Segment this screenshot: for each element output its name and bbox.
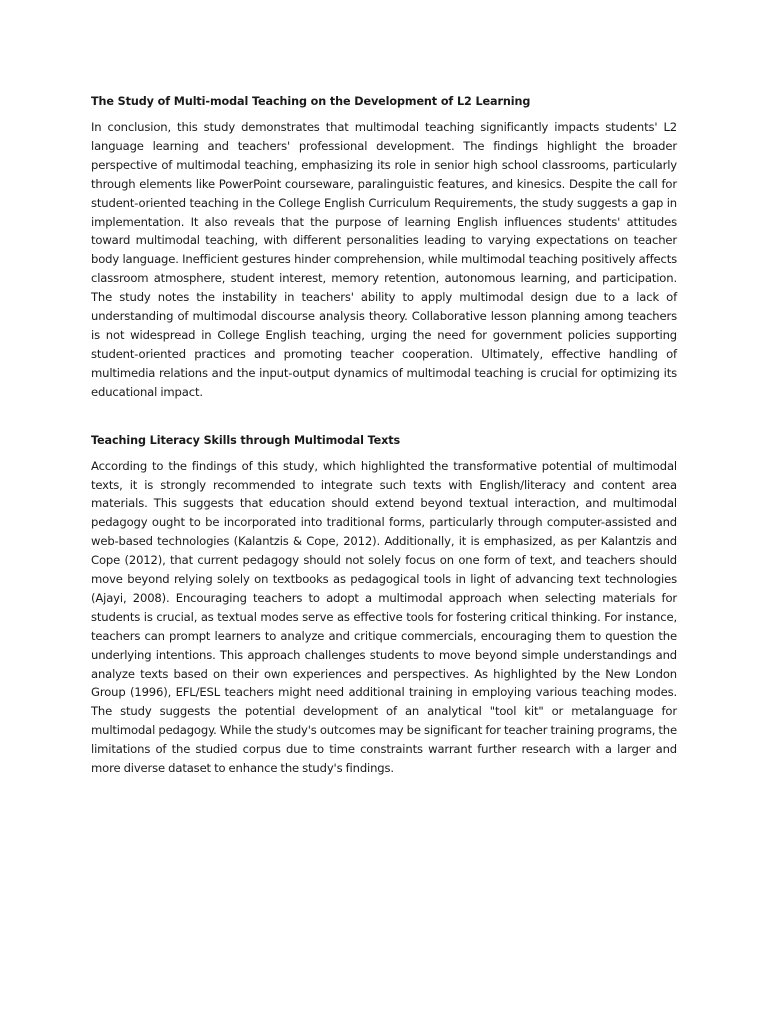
section-paragraph: In conclusion, this study demonstrates that multimodal teaching significantly impacts students' L2 language learning and teachers' professional development. The findings highlight the broader perspective of multimodal teaching, emphasizing its role in senior high school classrooms, particularly through elements like PowerPoint courseware, paralinguistic features, and kinesics. Despite the call for student-oriented teaching in the College English Curriculum Requirements, the study suggests a gap in implementation. It also reveals that the purpose of learning English influences students' attitudes toward multimodal teaching, with different personalities leading to varying expectations on teacher body language. Inefficient gestures hinder comprehension, while multimodal teaching positively affects classroom atmosphere, student interest, memory retention, autonomous learning, and participation. The study notes the instability in teachers' ability to apply multimodal design due to a lack of understanding of multimodal discourse analysis theory. Collaborative lesson planning among teachers is not widespread in College English teaching, urging the need for government policies supporting student-oriented practices and promoting teacher cooperation. Ultimately, effective handling of multimedia relations and the input-output dynamics of multimodal teaching is crucial for optimizing its educational impact.: [91, 120, 677, 399]
section-paragraph: According to the findings of this study, which highlighted the transformative potential of multimodal texts, it is strongly recommended to integrate such texts with English/literacy and content area materials. This suggests that education should extend beyond textual interaction, and multimodal pedagogy ought to be incorporated into traditional forms, particularly through computer-assisted and web-based technologies (Kalantzis & Cope, 2012). Additionally, it is emphasized, as per Kalantzis and Cope (2012), that current pedagogy should not solely focus on one form of text, and teachers should move beyond relying solely on textbooks as pedagogical tools in light of advancing text technologies (Ajayi, 2008). Encouraging teachers to adopt a multimodal approach when selecting materials for students is crucial, as textual modes serve as effective tools for fostering critical thinking. For instance, teachers can prompt learners to analyze and critique commercials, encouraging them to question the underlying intentions. This approach challenges students to move beyond simple understandings and analyze texts based on their own experiences and perspectives. As highlighted by the New London Group (1996), EFL/ESL teachers might need additional training in employing various teaching modes. The study suggests the potential development of an analytical "tool kit" or metalanguage for multimodal pedagogy. While the study's outcomes may be significant for teacher training programs, the limitations of the studied corpus due to time constraints warrant further research with a larger and more diverse dataset to enhance the study's findings.: [91, 458, 677, 776]
section-multimodal-l2: [91, 94, 677, 402]
document-content: [91, 94, 677, 778]
section-heading: Teaching Literacy Skills through Multimodal Texts: [91, 433, 401, 447]
section-literacy-skills: [91, 433, 677, 778]
section-heading: The Study of Multi-modal Teaching on the Development of L2 Learning: [91, 95, 531, 108]
